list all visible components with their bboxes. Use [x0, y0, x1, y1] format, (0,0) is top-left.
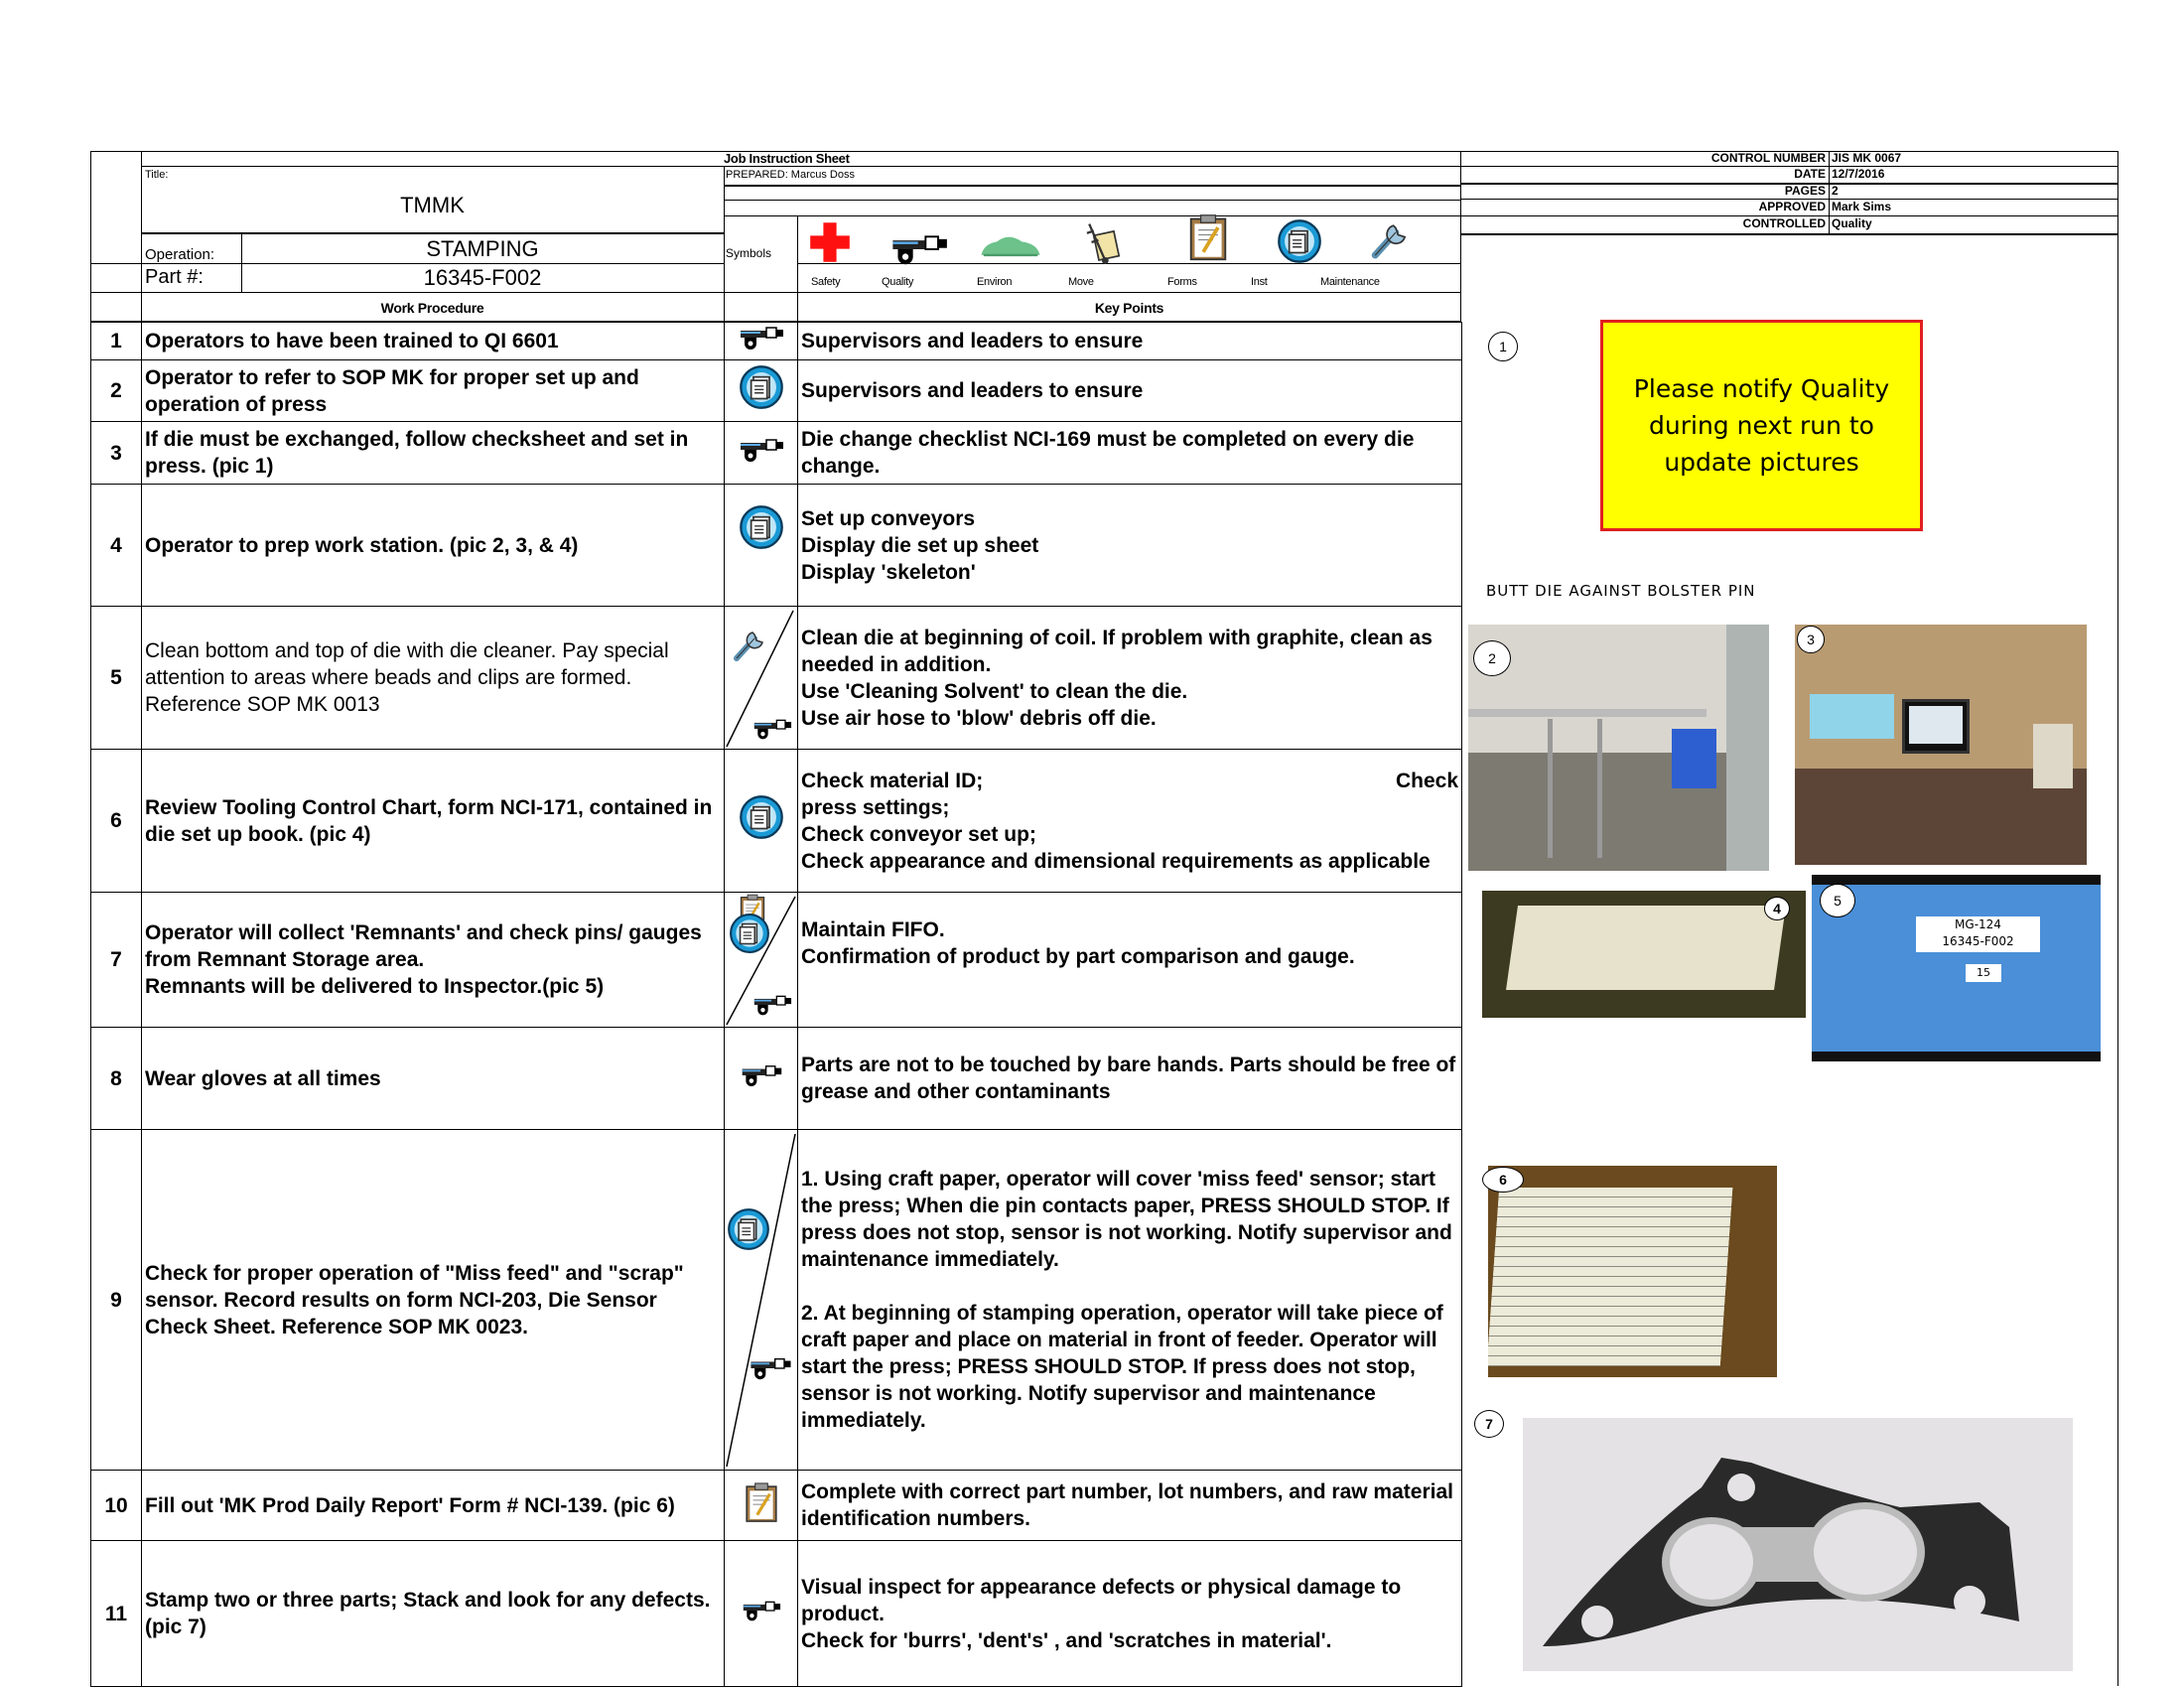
- table-row: [91, 750, 1462, 893]
- key-point: Supervisors and leaders to ensure: [801, 330, 1144, 352]
- part-value: 16345-F002: [423, 265, 542, 290]
- quality-icon: [740, 1598, 783, 1623]
- picture-number-2: 2: [1473, 640, 1511, 676]
- photo-daily-report: [1488, 1166, 1777, 1377]
- step-procedure: Operators to have been trained to QI 6601: [142, 323, 725, 360]
- key-point: Clean die at beginning of coil. If problem with graphite, clean as needed in addition.: [801, 626, 1433, 676]
- diagonal-divider: [725, 1130, 797, 1470]
- bin-label-line1: MG-124: [1955, 917, 2001, 931]
- key-point: press settings;: [801, 795, 950, 819]
- table-row: [91, 1541, 1462, 1687]
- symbol-label-quality: Quality: [882, 276, 914, 288]
- key-point: Check material ID;: [801, 769, 984, 792]
- quality-icon: [736, 435, 787, 465]
- quality-icon: [751, 992, 794, 1018]
- symbol-label-safety: Safety: [811, 276, 841, 288]
- key-point: Display 'skeleton': [801, 560, 976, 584]
- step-procedure: Clean bottom and top of die with die cleaner. Pay special attention to areas where beads and clips are formed. Reference SOP MK 0013: [142, 607, 725, 750]
- key-point: Set up conveyors: [801, 506, 976, 530]
- key-point: Check appearance and dimensional requirements as applicable: [801, 849, 1431, 873]
- safety-icon: [806, 220, 854, 264]
- key-point: Parts are not to be touched by bare hands. Parts should be free of grease and other contaminants: [801, 1054, 1456, 1103]
- picture-number-6: 6: [1482, 1167, 1524, 1193]
- quality-icon: [747, 1354, 794, 1382]
- inst-icon: [729, 913, 770, 954]
- key-point: Use 'Cleaning Solvent' to clean the die.: [801, 679, 1188, 703]
- pages-label: PAGES: [1784, 184, 1826, 198]
- control-number-label: CONTROL NUMBER: [1710, 151, 1826, 165]
- table-row: [91, 323, 1462, 360]
- step-key-points: [798, 750, 1462, 893]
- step-number: 2: [91, 360, 142, 422]
- table-row: [91, 1130, 1462, 1471]
- picture-number-5: 5: [1820, 884, 1855, 917]
- controlled-value: Quality: [1832, 216, 1872, 230]
- picture-number-4: 4: [1764, 897, 1790, 920]
- picture-number-1: 1: [1488, 332, 1518, 361]
- inst-icon: [739, 504, 784, 550]
- picture-number-7: 7: [1474, 1410, 1504, 1438]
- key-point: Check conveyor set up;: [801, 822, 1036, 846]
- approved-label: APPROVED: [1758, 200, 1826, 213]
- operation-label: Operation:: [145, 246, 215, 263]
- forms-icon: [1187, 212, 1229, 262]
- step-procedure: [142, 893, 725, 1028]
- step-number: 11: [91, 1541, 142, 1687]
- procedure-table: [90, 322, 1462, 1687]
- key-point: Display die set up sheet: [801, 533, 1039, 557]
- key-points-header: Key Points: [1094, 300, 1164, 316]
- approved-value: Mark Sims: [1832, 200, 1892, 213]
- inst-icon: [727, 1207, 770, 1251]
- step-procedure: Stamp two or three parts; Stack and look for any defects. (pic 7): [142, 1541, 725, 1687]
- key-point: Die change checklist NCI-169 must be completed on every die change.: [801, 428, 1415, 478]
- step-number: 5: [91, 607, 142, 750]
- sheet-title: Job Instruction Sheet: [724, 151, 850, 166]
- step-number: 3: [91, 422, 142, 485]
- photo-setup-book: [1482, 891, 1806, 1018]
- photo-workstation: [1795, 625, 2087, 865]
- symbol-label-move: Move: [1068, 276, 1094, 288]
- key-point: Maintain FIFO.: [801, 918, 945, 941]
- key-point: Confirmation of product by part comparison and gauge.: [801, 945, 1355, 968]
- step-number: 7: [91, 893, 142, 1028]
- maintenance-icon: [729, 625, 768, 664]
- step-key-points: [798, 323, 1462, 360]
- gasket-image: [1523, 1418, 2073, 1671]
- table-row: [91, 1471, 1462, 1541]
- inst-icon: [739, 794, 784, 840]
- step-key-points: [798, 1028, 1462, 1130]
- step-procedure: Operator to refer to SOP MK for proper set up and operation of press: [142, 360, 725, 422]
- symbol-label-maintenance: Maintenance: [1320, 276, 1380, 288]
- procedure-line: Remnants will be delivered to Inspector.(pic 5): [145, 975, 605, 998]
- key-point: Complete with correct part number, lot numbers, and raw material identification numbers.: [801, 1480, 1453, 1530]
- step-procedure: Operator to prep work station. (pic 2, 3, & 4): [142, 485, 725, 607]
- step-key-points: [798, 1541, 1462, 1687]
- step-key-points: [798, 893, 1462, 1028]
- forms-icon: [744, 1480, 779, 1524]
- environ-icon: [976, 230, 1045, 264]
- picture-caption: BUTT DIE AGAINST BOLSTER PIN: [1486, 582, 1756, 600]
- quality-icon: [739, 1061, 784, 1089]
- control-number-value: JIS MK 0067: [1832, 151, 1902, 165]
- key-point: Use air hose to 'blow' debris off die.: [801, 706, 1157, 730]
- table-row: [91, 607, 1462, 750]
- key-point: 2. At beginning of stamping operation, operator will take piece of craft paper and place on material in front of feeder. Operator will start the press; PRESS SHOULD STOP. If press does not stop, sensor is not working. Notify supervisor and maintenance immediately.: [801, 1302, 1443, 1432]
- table-row: [91, 893, 1462, 1028]
- step-key-points: [798, 1471, 1462, 1541]
- notice-text: Please notify Quality during next run to update pictures: [1633, 374, 1890, 477]
- maintenance-icon: [1364, 216, 1414, 262]
- step-procedure: Fill out 'MK Prod Daily Report' Form # NCI-139. (pic 6): [142, 1471, 725, 1541]
- part-label: Part #:: [145, 266, 204, 288]
- prepared-by: PREPARED: Marcus Doss: [726, 169, 855, 181]
- operation-value: STAMPING: [426, 236, 539, 261]
- picture-number-3: 3: [1797, 626, 1825, 653]
- key-point: Check: [1395, 769, 1458, 792]
- table-row: [91, 422, 1462, 485]
- table-row: [91, 1028, 1462, 1130]
- inst-icon: [739, 364, 784, 410]
- symbol-label-inst: Inst: [1251, 276, 1268, 288]
- quality-icon: [887, 230, 952, 268]
- controlled-label: CONTROLLED: [1742, 216, 1826, 230]
- title-value: TMMK: [400, 193, 465, 217]
- key-point: 1. Using craft paper, operator will cover 'miss feed' sensor; start the press; When die pin contacts paper, PRESS SHOULD STOP. If press does not stop, sensor is not working. Notify supervisor and maintenance immediately.: [801, 1168, 1452, 1271]
- step-key-points: [798, 422, 1462, 485]
- symbol-label-environ: Environ: [977, 276, 1013, 288]
- step-number: 9: [91, 1130, 142, 1471]
- key-point: Supervisors and leaders to ensure: [801, 379, 1144, 402]
- procedure-line: Operator will collect 'Remnants' and check pins/ gauges from Remnant Storage area.: [145, 921, 702, 971]
- move-icon: [1080, 218, 1126, 266]
- key-point: Visual inspect for appearance defects or physical damage to product.: [801, 1575, 1402, 1625]
- step-number: 1: [91, 323, 142, 360]
- step-key-points: [798, 485, 1462, 607]
- bin-label-qty: 15: [1966, 964, 2001, 982]
- work-procedure-header: Work Procedure: [380, 300, 484, 316]
- photo-conveyor: [1468, 625, 1769, 871]
- table-row: [91, 360, 1462, 422]
- quality-icon: [751, 716, 794, 742]
- step-number: 10: [91, 1471, 142, 1541]
- symbols-label: Symbols: [726, 246, 772, 260]
- step-number: 4: [91, 485, 142, 607]
- step-key-points: [798, 1130, 1462, 1471]
- step-key-points: [798, 360, 1462, 422]
- table-row: [91, 485, 1462, 607]
- photo-stamped-part: [1523, 1418, 2073, 1671]
- inst-icon: [1277, 218, 1322, 264]
- quality-icon: [736, 323, 787, 352]
- bin-label-line2: 16345-F002: [1942, 934, 2014, 948]
- step-procedure: Review Tooling Control Chart, form NCI-171, contained in die set up book. (pic 4): [142, 750, 725, 893]
- pages-value: 2: [1832, 184, 1839, 198]
- key-point: Check for 'burrs', 'dent's' , and 'scratches in material'.: [801, 1628, 1332, 1652]
- step-key-points: [798, 607, 1462, 750]
- title-label: Title:: [145, 169, 169, 181]
- step-procedure: Wear gloves at all times: [142, 1028, 725, 1130]
- date-label: DATE: [1794, 167, 1826, 181]
- step-number: 6: [91, 750, 142, 893]
- step-procedure: Check for proper operation of "Miss feed" and "scrap" sensor. Record results on form NCI-203, Die Sensor Check Sheet. Reference SOP MK 0023.: [142, 1130, 725, 1471]
- date-value: 12/7/2016: [1832, 167, 1885, 181]
- step-procedure: If die must be exchanged, follow checksheet and set in press. (pic 1): [142, 422, 725, 485]
- step-number: 8: [91, 1028, 142, 1130]
- symbol-label-forms: Forms: [1167, 276, 1197, 288]
- notice-box: [1600, 320, 1923, 531]
